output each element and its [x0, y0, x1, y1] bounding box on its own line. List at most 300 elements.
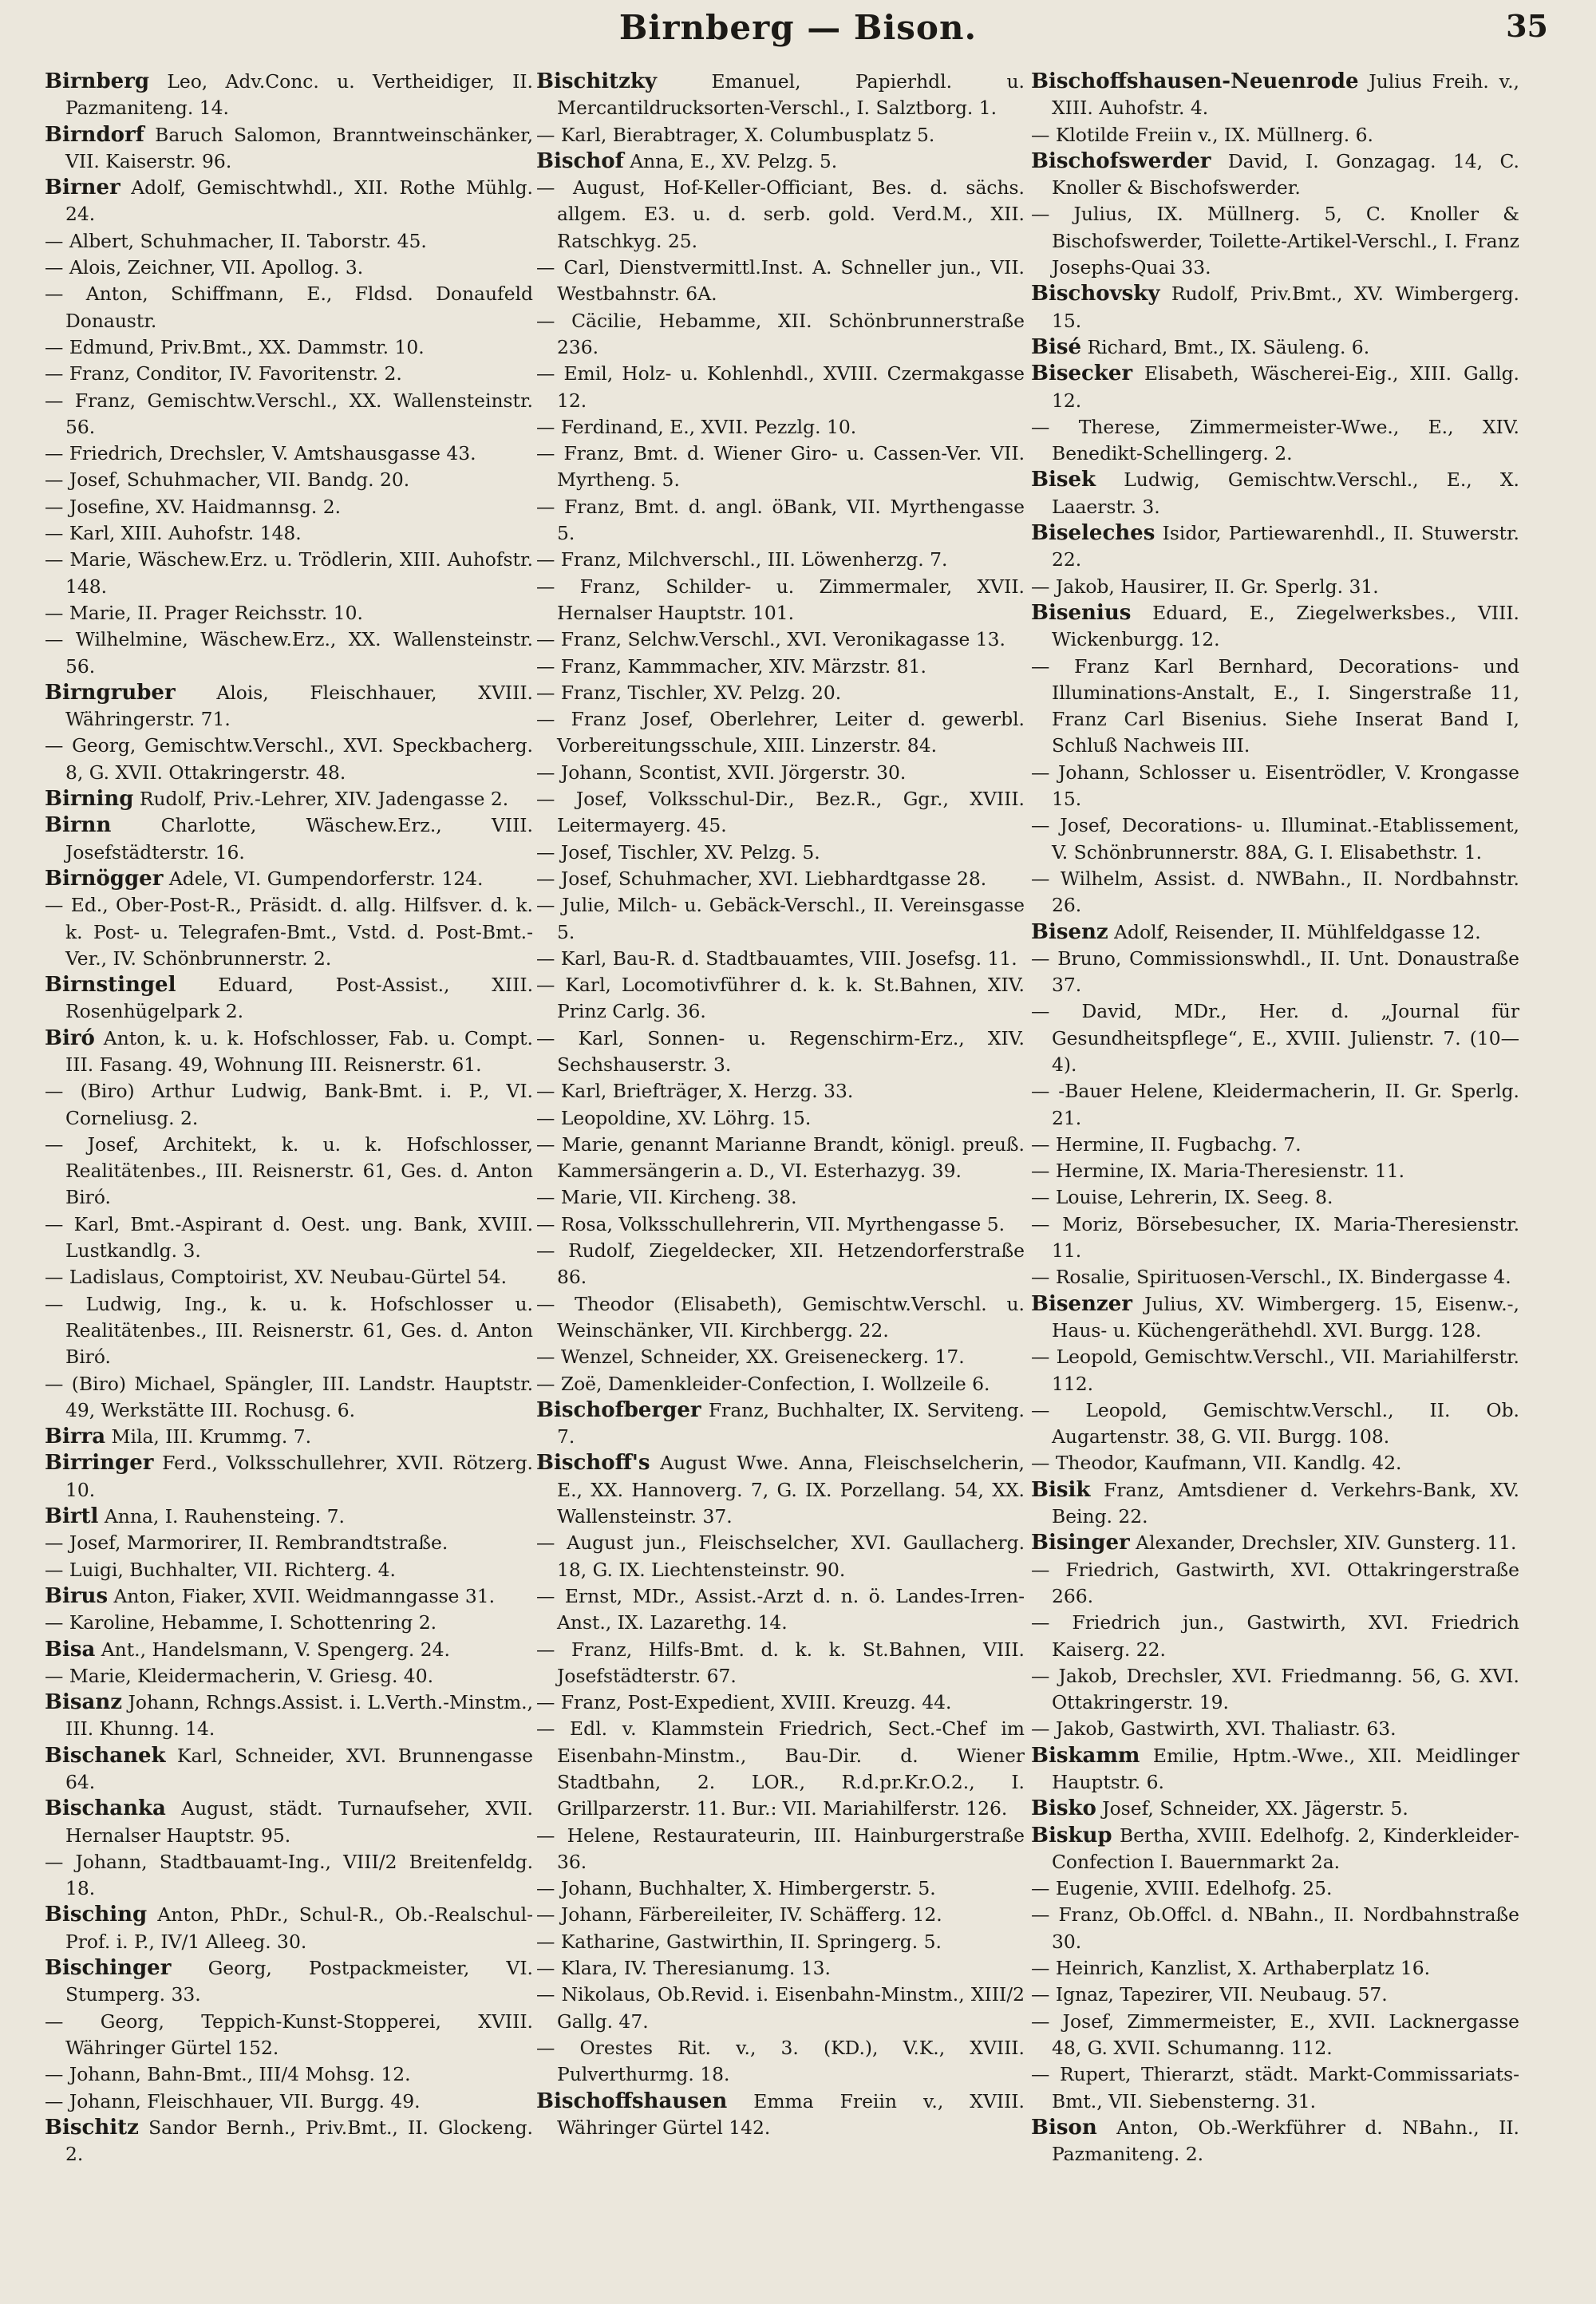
- entry-text: — Julius, IX. Müllnerg. 5, C. Knoller & Bischofswerder, Toilette-Artikel-Verschl., I. Franz Josephs-Quai 33.: [1031, 203, 1519, 279]
- entry-surname: Bischitzky: [536, 69, 657, 93]
- entry-text: Anton, k. u. k. Hofschlosser, Fab. u. Compt. III. Fasang. 49, Wohnung III. Reisnerstr. 61.: [65, 1026, 533, 1076]
- directory-entry: [45, 1557, 533, 1583]
- directory-entry: [1031, 520, 1519, 574]
- entry-text: — Rosalie, Spirituosen-Verschl., IX. Bindergasse 4.: [1031, 1266, 1511, 1289]
- entry-text: — Cäcilie, Hebamme, XII. Schönbrunnerstraße 236.: [536, 309, 1025, 358]
- column-middle: [536, 69, 1025, 2295]
- directory-entry: [1031, 998, 1519, 1078]
- directory-entry: [45, 786, 533, 812]
- entry-surname: Bisko: [1031, 1796, 1096, 1821]
- directory-entry: [1031, 1663, 1519, 1717]
- entry-text: Eduard, Post-Assist., XIII. Rosenhügelpark 2.: [65, 974, 533, 1023]
- directory-entry: [45, 733, 533, 786]
- directory-entry: [536, 414, 1025, 441]
- entry-text: — August, Hof-Keller-Officiant, Bes. d. sächs. allgem. E3. u. d. serb. gold. Verd.M., XII. Ratschkyg. 25.: [536, 176, 1025, 252]
- directory-entry: [45, 1610, 533, 1636]
- directory-entry: [1031, 2009, 1519, 2062]
- entry-text: — Karl, Bmt.-Aspirant d. Oest. ung. Bank, XVIII. Lustkandlg. 3.: [45, 1212, 533, 1263]
- directory-entry: [536, 626, 1025, 653]
- entry-text: — Friedrich, Drechsler, V. Amtshausgasse 43.: [45, 442, 476, 465]
- directory-entry: [1031, 1211, 1519, 1265]
- entry-text: — Ferdinand, E., XVII. Pezzlg. 10.: [536, 415, 857, 438]
- entry-surname: Birringer: [45, 1451, 154, 1476]
- page-number: 35: [1506, 8, 1548, 44]
- entry-text: — (Biro) Michael, Spängler, III. Landstr. Hauptstr. 49, Werkstätte III. Rochusg. 6.: [45, 1372, 533, 1421]
- entry-text: — Edmund, Priv.Bmt., XX. Dammstr. 10.: [45, 335, 425, 358]
- entry-text: — (Biro) Arthur Ludwig, Bank-Bmt. i. P., VI. Corneliusg. 2.: [45, 1080, 533, 1129]
- entry-text: — Franz, Bmt. d. angl. öBank, VII. Myrthengasse 5.: [536, 495, 1025, 545]
- directory-entry: [536, 1026, 1025, 1079]
- directory-entry: [1031, 1132, 1519, 1158]
- directory-entry: [536, 946, 1025, 972]
- directory-entry: [45, 281, 533, 334]
- directory-entry: [45, 1078, 533, 1132]
- directory-entry: [45, 1530, 533, 1556]
- entry-text: — Zoë, Damenkleider-Confection, I. Wollzeile 6.: [536, 1372, 990, 1395]
- entry-text: — Friedrich, Gastwirth, XVI. Ottakringerstraße 266.: [1031, 1558, 1519, 1607]
- column-right: [1031, 69, 1519, 2295]
- directory-entry: [536, 680, 1025, 706]
- entry-surname: Birus: [45, 1583, 109, 1608]
- entry-text: Emilie, Hptm.-Wwe., XII. Meidlinger Hauptstr. 6.: [1052, 1744, 1519, 1793]
- entry-surname: Bischanek: [45, 1743, 166, 1768]
- entry-text: Sandor Bernh., Priv.Bmt., II. Glockeng. 2.: [65, 2116, 533, 2166]
- entry-text: — Franz, Bmt. d. Wiener Giro- u. Cassen-Ver. VII. Myrtheng. 5.: [536, 442, 1025, 492]
- entry-text: — Anton, Schiffmann, E., Fldsd. Donaufeld Donaustr.: [45, 283, 533, 332]
- entry-surname: Birning: [45, 787, 134, 812]
- entry-text: — Wilhelm, Assist. d. NWBahn., II. Nordbahnstr. 26.: [1031, 867, 1519, 917]
- entry-text: — Marie, Wäschew.Erz. u. Trödlerin, XIII. Auhofstr. 148.: [45, 548, 533, 598]
- directory-entry: [45, 680, 533, 733]
- entry-surname: Bisecker: [1031, 362, 1133, 386]
- entry-text: — Ludwig, Ing., k. u. k. Hofschlosser u. Realitätenbes., III. Reisnerstr. 61, Ges. d. Anton Biró.: [45, 1292, 533, 1369]
- entry-text: — David, MDr., Her. d. „Journal für Gesundheitspflege“, E., XVIII. Julienstr. 7. (10—4).: [1031, 1000, 1519, 1076]
- entry-text: — Franz, Ob.Offcl. d. NBahn., II. Nordbahnstraße 30.: [1031, 1903, 1519, 1953]
- entry-text: — Johann, Buchhalter, X. Himbergerstr. 5.: [536, 1877, 936, 1900]
- directory-entry: [536, 574, 1025, 627]
- entry-text: — Theodor (Elisabeth), Gemischtw.Verschl. u. Weinschänker, VII. Kirchbergg. 22.: [536, 1292, 1025, 1342]
- directory-entry: [1031, 1955, 1519, 1982]
- directory-entry: [536, 441, 1025, 494]
- entry-text: — Franz, Kammmacher, XIV. Märzstr. 81.: [536, 654, 926, 678]
- directory-entry: [536, 1450, 1025, 1530]
- entry-text: — Louise, Lehrerin, IX. Seeg. 8.: [1031, 1186, 1333, 1209]
- entry-text: Isidor, Partiewarenhdl., II. Stuwerstr. 22.: [1052, 522, 1519, 571]
- directory-entry: [536, 1955, 1025, 1982]
- entry-surname: Bischovsky: [1031, 282, 1160, 306]
- directory-entry: [45, 892, 533, 972]
- page-header: [48, 0, 1548, 56]
- entry-surname: Bisé: [1031, 334, 1082, 359]
- entry-text: Leo, Adv.Conc. u. Vertheidiger, II. Pazmaniteng. 14.: [65, 70, 533, 120]
- directory-entry: [1031, 361, 1519, 414]
- entry-text: Ant., Handelsmann, V. Spengerg. 24.: [95, 1638, 450, 1661]
- entry-text: — Hermine, IX. Maria-Theresienstr. 11.: [1031, 1160, 1405, 1183]
- directory-entry: [45, 441, 533, 467]
- entry-text: Anton, Ob.-Werkführer d. NBahn., II. Pazmaniteng. 2.: [1052, 2116, 1519, 2166]
- entry-surname: Birngruber: [45, 680, 176, 705]
- page-title: Birnberg — Bison.: [618, 8, 978, 47]
- directory-entry: [1031, 600, 1519, 654]
- entry-text: Mila, III. Krummg. 7.: [105, 1425, 312, 1448]
- directory-entry: [536, 1875, 1025, 1902]
- directory-entry: [45, 1583, 533, 1610]
- directory-entry: [536, 1132, 1025, 1185]
- directory-entry: [1031, 1450, 1519, 1476]
- directory-entry: [1031, 1264, 1519, 1290]
- entry-surname: Bisik: [1031, 1477, 1091, 1502]
- entry-text: Elisabeth, Wäscherei-Eig., XIII. Gallg. 12.: [1052, 362, 1519, 412]
- directory-entry: [536, 1982, 1025, 2035]
- entry-text: — Johann, Stadtbauamt-Ing., VIII/2 Breitenfeldg. 18.: [45, 1850, 533, 1900]
- directory-entry: [1031, 334, 1519, 361]
- entry-text: Johann, Rchngs.Assist. i. L.Verth.-Minstm., III. Khunng. 14.: [65, 1691, 533, 1741]
- directory-entry: [45, 2089, 533, 2115]
- directory-entry: [45, 122, 533, 176]
- directory-entry: [45, 972, 533, 1026]
- directory-entry: [1031, 760, 1519, 813]
- entry-text: — Carl, Dienstvermittl.Inst. A. Schneller jun., VII. Westbahnstr. 6A.: [536, 256, 1025, 306]
- entry-surname: Bisinger: [1031, 1531, 1130, 1555]
- directory-entry: [1031, 1716, 1519, 1742]
- entry-surname: Birtl: [45, 1504, 99, 1529]
- entry-text: Charlotte, Wäschew.Erz., VIII. Josefstädterstr. 16.: [65, 814, 533, 864]
- entry-text: Georg, Postpackmeister, VI. Stumperg. 33.: [65, 1957, 533, 2006]
- entry-text: — Marie, Kleidermacherin, V. Griesg. 40.: [45, 1664, 434, 1687]
- entry-text: — Karl, Sonnen- u. Regenschirm-Erz., XIV. Sechshauserstr. 3.: [536, 1026, 1025, 1076]
- directory-entry: [1031, 148, 1519, 202]
- directory-entry: [1031, 1184, 1519, 1211]
- directory-entry: [536, 148, 1025, 175]
- entry-text: — Josef, Schuhmacher, VII. Bandg. 20.: [45, 468, 410, 492]
- directory-entry: [45, 1504, 533, 1530]
- directory-entry: [536, 972, 1025, 1026]
- entry-text: — Karl, XIII. Auhofstr. 148.: [45, 522, 302, 545]
- directory-entry: [1031, 1875, 1519, 1902]
- directory-entry: [1031, 414, 1519, 468]
- entry-text: Julius, XV. Wimbergerg. 15, Eisenw.-, Haus- u. Küchengeräthehdl. XVI. Burgg. 128.: [1052, 1292, 1519, 1342]
- entry-text: — Franz, Milchverschl., III. Löwenherzg. 7.: [536, 548, 948, 571]
- entry-text: — Leopold, Gemischtw.Verschl., II. Ob. Augartenstr. 38, G. VII. Burgg. 108.: [1031, 1398, 1519, 1448]
- entry-text: — Karl, Bierabtrager, X. Columbusplatz 5.: [536, 123, 935, 146]
- directory-entry: [1031, 919, 1519, 946]
- entry-text: — Jakob, Gastwirth, XVI. Thaliastr. 63.: [1031, 1717, 1396, 1741]
- entry-text: Rudolf, Priv.Bmt., XV. Wimbergerg. 15.: [1052, 283, 1519, 332]
- entry-text: — Marie, II. Prager Reichsstr. 10.: [45, 601, 363, 624]
- directory-entry: [536, 361, 1025, 414]
- entry-surname: Bisanz: [45, 1690, 123, 1715]
- entry-text: — Therese, Zimmermeister-Wwe., E., XIV. Benedikt-Schellingerg. 2.: [1031, 415, 1519, 465]
- entry-text: — Josef, Volksschul-Dir., Bez.R., Ggr., XVIII. Leitermayerg. 45.: [536, 788, 1025, 837]
- directory-entry: [1031, 1477, 1519, 1531]
- entry-surname: Biró: [45, 1026, 95, 1050]
- entry-text: — Bruno, Commissionswhdl., II. Unt. Donaustraße 37.: [1031, 946, 1519, 997]
- directory-entry: [45, 69, 533, 122]
- entry-text: Franz, Amtsdiener d. Verkehrs-Bank, XV. Being. 22.: [1052, 1478, 1519, 1528]
- directory-entry: [1031, 1344, 1519, 1397]
- entry-surname: Bischitz: [45, 2115, 139, 2140]
- directory-entry: [536, 547, 1025, 573]
- entry-surname: Bischof: [536, 148, 624, 173]
- directory-entry: [45, 361, 533, 387]
- entry-text: — Franz, Schilder- u. Zimmermaler, XVII. Hernalser Hauptstr. 101.: [536, 575, 1025, 624]
- entry-text: — Helene, Restaurateurin, III. Hainburgerstraße 36.: [536, 1824, 1025, 1873]
- directory-entry: [45, 1689, 533, 1743]
- directory-entry: [45, 228, 533, 255]
- directory-entry: [536, 1689, 1025, 1716]
- entry-text: — Franz, Hilfs-Bmt. d. k. k. St.Bahnen, VIII. Josefstädterstr. 67.: [536, 1638, 1025, 1687]
- entry-text: — Karl, Briefträger, X. Herzg. 33.: [536, 1080, 854, 1103]
- entry-text: — Josefine, XV. Haidmannsg. 2.: [45, 495, 342, 518]
- entry-text: — Karl, Locomotivführer d. k. k. St.Bahnen, XIV. Prinz Carlg. 36.: [536, 974, 1025, 1023]
- entry-text: — Julie, Milch- u. Gebäck-Verschl., II. Vereinsgasse 5.: [536, 894, 1025, 943]
- entry-text: Alexander, Drechsler, XIV. Gunsterg. 11.: [1129, 1531, 1517, 1555]
- entry-text: — Jakob, Drechsler, XVI. Friedmanng. 56, G. XVI. Ottakringerstr. 19.: [1031, 1664, 1519, 1714]
- directory-entry: [45, 866, 533, 892]
- directory-entry: [45, 175, 533, 228]
- entry-text: — Johann, Schlosser u. Eisentrödler, V. Krongasse 15.: [1031, 761, 1519, 811]
- directory-entry: [536, 892, 1025, 946]
- directory-entry: [45, 2115, 533, 2168]
- entry-text: Emma Freiin v., XVIII. Währinger Gürtel 142.: [557, 2089, 1025, 2139]
- entry-text: Anton, Fiaker, XVII. Weidmanngasse 31.: [108, 1584, 496, 1607]
- directory-entry: [1031, 122, 1519, 148]
- directory-entry: [536, 1397, 1025, 1451]
- entry-surname: Bison: [1031, 2115, 1097, 2140]
- entry-text: — Jakob, Hausirer, II. Gr. Sperlg. 31.: [1031, 575, 1379, 598]
- entry-text: August Wwe. Anna, Fleischselcherin, E., XX. Hannoverg. 7, G. IX. Porzellang. 54, XX. Wallensteinstr. 37.: [557, 1452, 1025, 1528]
- entry-text: — -Bauer Helene, Kleidermacherin, II. Gr. Sperlg. 21.: [1031, 1080, 1519, 1129]
- directory-entry: [536, 1637, 1025, 1690]
- entry-surname: Birndorf: [45, 122, 144, 147]
- directory-entry: [1031, 281, 1519, 334]
- directory-entry: [536, 1929, 1025, 1955]
- entry-text: — Albert, Schuhmacher, II. Taborstr. 45.: [45, 229, 427, 252]
- directory-entry: [1031, 1557, 1519, 1610]
- entry-text: — Heinrich, Kanzlist, X. Arthaberplatz 16.: [1031, 1957, 1431, 1980]
- directory-entry: [45, 1637, 533, 1663]
- directory-entry: [45, 467, 533, 493]
- entry-surname: Biseleches: [1031, 521, 1156, 546]
- directory-entry: [1031, 1078, 1519, 1132]
- entry-text: — Marie, VII. Kircheng. 38.: [536, 1186, 797, 1209]
- entry-text: Ferd., Volksschullehrer, XVII. Rötzerg. 10.: [65, 1452, 533, 1501]
- entry-text: David, I. Gonzagag. 14, C. Knoller & Bischofswerder.: [1052, 149, 1519, 200]
- directory-entry: [536, 2089, 1025, 2142]
- entry-surname: Bisek: [1031, 468, 1096, 492]
- directory-entry: [1031, 1743, 1519, 1796]
- directory-entry: [45, 1796, 533, 1849]
- entry-text: — Klotilde Freiin v., IX. Müllnerg. 6.: [1031, 123, 1373, 146]
- directory-entry: [45, 494, 533, 520]
- directory-entry: [536, 1530, 1025, 1583]
- entry-text: — Franz Karl Bernhard, Decorations- und Illuminations-Anstalt, E., I. Singerstraße 11, Franz Carl Bisenius. Siehe Inserat Band I, Schluß Nachweis III.: [1031, 654, 1519, 757]
- entry-text: Bertha, XVIII. Edelhofg. 2, Kinderkleider-Confection I. Bauernmarkt 2a.: [1052, 1824, 1519, 1873]
- directory-entry: [536, 706, 1025, 760]
- entry-surname: Birner: [45, 176, 120, 200]
- entry-text: — Josef, Tischler, XV. Pelzg. 5.: [536, 840, 820, 864]
- entry-surname: Bischoffshausen: [536, 2089, 728, 2113]
- directory-entry: [536, 1371, 1025, 1397]
- directory-entry: [45, 1264, 533, 1290]
- directory-entry: [45, 1849, 533, 1903]
- column-left: [45, 69, 533, 2295]
- entry-surname: Bisenius: [1031, 600, 1132, 625]
- directory-entry: [536, 1238, 1025, 1291]
- entry-text: — Emil, Holz- u. Kohlenhdl., XVIII. Czermakgasse 12.: [536, 362, 1025, 412]
- entry-text: — Josef, Architekt, k. u. k. Hofschlosser, Realitätenbes., III. Reisnerstr. 61, Ges. d. Anton Biró.: [45, 1132, 533, 1209]
- directory-entry: [45, 388, 533, 441]
- directory-entry: [1031, 1530, 1519, 1556]
- entry-text: — Karl, Bau-R. d. Stadtbauamtes, VIII. Josefsg. 11.: [536, 946, 1017, 970]
- directory-entry: [536, 69, 1025, 122]
- entry-text: — Johann, Färbereileiter, IV. Schäfferg. 12.: [536, 1903, 942, 1927]
- entry-text: — Johann, Scontist, XVII. Jörgerstr. 30.: [536, 761, 907, 784]
- directory-entry: [45, 520, 533, 547]
- entry-text: Adele, VI. Gumpendorferstr. 124.: [163, 867, 484, 890]
- directory-entry: [1031, 1397, 1519, 1451]
- entry-surname: Bischanka: [45, 1796, 166, 1821]
- directory-entry: [1031, 1982, 1519, 2008]
- entry-text: — August jun., Fleischselcher, XVI. Gaullacherg. 18, G. IX. Liechtensteinstr. 90.: [536, 1531, 1025, 1581]
- entry-surname: Biskamm: [1031, 1743, 1140, 1768]
- entry-text: August, städt. Turnaufseher, XVII. Hernalser Hauptstr. 95.: [65, 1797, 533, 1847]
- entry-surname: Bischofswerder: [1031, 148, 1211, 173]
- directory-entry: [1031, 812, 1519, 866]
- entry-text: Emanuel, Papierhdl. u. Mercantildrucksorten-Verschl., I. Salztborg. 1.: [557, 70, 1025, 120]
- directory-entry: [536, 1078, 1025, 1105]
- entry-text: — Leopoldine, XV. Löhrg. 15.: [536, 1106, 812, 1129]
- entry-text: — Marie, genannt Marianne Brandt, königl. preuß. Kammersängerin a. D., VI. Esterhazyg. 39.: [536, 1132, 1025, 1183]
- entry-text: — Ignaz, Tapezirer, VII. Neubaug. 57.: [1031, 1983, 1388, 2006]
- directory-entry: [536, 840, 1025, 866]
- directory-entry: [45, 1955, 533, 2009]
- directory-entry: [45, 1291, 533, 1371]
- entry-text: — Josef, Schuhmacher, XVI. Liebhardtgasse 28.: [536, 867, 987, 890]
- directory-entry: [45, 1743, 533, 1796]
- directory-entry: [536, 2035, 1025, 2089]
- directory-entry: [1031, 201, 1519, 281]
- entry-surname: Birnögger: [45, 866, 164, 891]
- entry-text: — Franz, Post-Expedient, XVIII. Kreuzg. 44.: [536, 1691, 952, 1714]
- directory-entry: [536, 1291, 1025, 1345]
- directory-entry: [45, 334, 533, 361]
- entry-text: — Franz, Tischler, XV. Pelzg. 20.: [536, 681, 842, 704]
- directory-entry: [1031, 2061, 1519, 2115]
- directory-entry: [536, 1716, 1025, 1822]
- directory-entry: [1031, 467, 1519, 520]
- entry-surname: Bischofberger: [536, 1397, 701, 1422]
- directory-entry: [45, 812, 533, 866]
- entry-text: Anna, I. Rauhensteing. 7.: [98, 1505, 345, 1528]
- directory-entry: [536, 1184, 1025, 1211]
- directory-entry: [536, 1583, 1025, 1637]
- directory-entry: [45, 1450, 533, 1504]
- directory-entry: [536, 760, 1025, 786]
- entry-text: — Rosa, Volksschullehrerin, VII. Myrthengasse 5.: [536, 1212, 1005, 1235]
- directory-entry: [536, 654, 1025, 680]
- directory-entry: [45, 1371, 533, 1425]
- directory-entry: [45, 1211, 533, 1265]
- directory-entry: [45, 547, 533, 600]
- directory-entry: [1031, 654, 1519, 760]
- directory-entry: [1031, 1610, 1519, 1663]
- directory-entry: [1031, 946, 1519, 999]
- entry-surname: Bischoffshausen-Neuenrode: [1031, 69, 1359, 93]
- directory-entry: [45, 1026, 533, 1079]
- entry-text: — Alois, Zeichner, VII. Apollog. 3.: [45, 256, 364, 279]
- entry-text: — Josef, Marmorirer, II. Rembrandtstraße.: [45, 1531, 448, 1555]
- entry-text: — Josef, Zimmermeister, E., XVII. Lacknergasse 48, G. XVII. Schumanng. 112.: [1031, 2010, 1519, 2059]
- directory-entry: [45, 255, 533, 281]
- directory-entry: [536, 308, 1025, 362]
- directory-entry: [536, 1823, 1025, 1876]
- entry-text: — Georg, Teppich-Kunst-Stopperei, XVIII. Währinger Gürtel 152.: [45, 2010, 533, 2059]
- entry-text: — Ed., Ober-Post-R., Präsidt. d. allg. Hilfsver. d. k. k. Post- u. Telegrafen-Bmt., Vstd. d. Post-Bmt.-Ver., IV. Schönbrunnerstr. 2.: [45, 894, 533, 970]
- entry-text: Josef, Schneider, XX. Jägerstr. 5.: [1096, 1797, 1408, 1820]
- directory-entry: [1031, 574, 1519, 600]
- entry-surname: Birra: [45, 1425, 106, 1449]
- directory-entry: [536, 866, 1025, 892]
- entry-text: — Wilhelmine, Wäschew.Erz., XX. Wallensteinstr. 56.: [45, 628, 533, 678]
- entry-text: — Hermine, II. Fugbachg. 7.: [1031, 1132, 1302, 1156]
- directory-entry: [1031, 1796, 1519, 1822]
- entry-text: — Josef, Decorations- u. Illuminat.-Etablissement, V. Schönbrunnerstr. 88A, G. I. Elisabethstr. 1.: [1031, 814, 1519, 864]
- directory-entry: [45, 2061, 533, 2088]
- entry-text: — Franz Josef, Oberlehrer, Leiter d. gewerbl. Vorbereitungsschule, XIII. Linzerstr. 84.: [536, 708, 1025, 757]
- entry-text: — Franz, Gemischtw.Verschl., XX. Wallensteinstr. 56.: [45, 389, 533, 438]
- entry-text: — Ladislaus, Comptoirist, XV. Neubau-Gürtel 54.: [45, 1266, 508, 1289]
- entry-surname: Bisching: [45, 1903, 148, 1927]
- entry-text: — Eugenie, XVIII. Edelhofg. 25.: [1031, 1877, 1333, 1900]
- directory-entry: [1031, 1823, 1519, 1876]
- entry-text: — Nikolaus, Ob.Revid. i. Eisenbahn-Minstm., XIII/2 Gallg. 47.: [536, 1983, 1025, 2033]
- directory-entry: [536, 122, 1025, 148]
- entry-surname: Bisa: [45, 1637, 96, 1662]
- entry-text: — Franz, Selchw.Verschl., XVI. Veronikagasse 13.: [536, 628, 1005, 651]
- entry-text: — Theodor, Kaufmann, VII. Kandlg. 42.: [1031, 1452, 1402, 1475]
- directory-entry: [1031, 2115, 1519, 2168]
- entry-text: — Ernst, MDr., Assist.-Arzt d. n. ö. Landes-Irren-Anst., IX. Lazarethg. 14.: [536, 1584, 1025, 1634]
- directory-entry: [45, 626, 533, 680]
- entry-surname: Birnberg: [45, 69, 150, 93]
- directory-entry: [45, 1902, 533, 1955]
- directory-entry: [536, 175, 1025, 255]
- entry-text: — Edl. v. Klammstein Friedrich, Sect.-Chef im Eisenbahn-Minstm., Bau-Dir. d. Wiener Stadtbahn, 2. LOR., R.d.pr.Kr.O.2., I. Grillparzerstr. 11. Bur.: VII. Mariahilferstr. 126.: [536, 1717, 1025, 1820]
- directory-entry: [45, 1663, 533, 1689]
- entry-text: — Wenzel, Schneider, XX. Greiseneckerg. 17.: [536, 1346, 965, 1369]
- directory-entry: [45, 600, 533, 626]
- entry-text: — Franz, Conditor, IV. Favoritenstr. 2.: [45, 362, 402, 385]
- entry-surname: Bisenz: [1031, 919, 1108, 944]
- entry-text: — Moriz, Börsebesucher, IX. Maria-Theresienstr. 11.: [1031, 1212, 1519, 1263]
- directory-entry: [45, 2009, 533, 2062]
- directory-entry: [1031, 866, 1519, 919]
- directory-entry: [45, 1424, 533, 1450]
- entry-text: — Johann, Bahn-Bmt., III/4 Mohsg. 12.: [45, 2063, 411, 2086]
- entry-text: — Rupert, Thierarzt, städt. Markt-Commissariats-Bmt., VII. Siebensterng. 31.: [1031, 2063, 1519, 2112]
- entry-text: Richard, Bmt., IX. Säuleng. 6.: [1081, 335, 1370, 358]
- directory-entry: [536, 1344, 1025, 1370]
- entry-text: Karl, Schneider, XVI. Brunnengasse 64.: [65, 1744, 533, 1793]
- entry-text: — Luigi, Buchhalter, VII. Richterg. 4.: [45, 1558, 396, 1581]
- entry-text: — Karoline, Hebamme, I. Schottenring 2.: [45, 1611, 437, 1634]
- entry-text: — Rudolf, Ziegeldecker, XII. Hetzendorferstraße 86.: [536, 1239, 1025, 1289]
- entry-text: — Georg, Gemischtw.Verschl., XVI. Speckbacherg. 8, G. XVII. Ottakringerstr. 48.: [45, 734, 533, 784]
- entry-surname: Bischinger: [45, 1956, 172, 1981]
- directory-entry: [536, 1105, 1025, 1132]
- entry-text: Anna, E., XV. Pelzg. 5.: [623, 149, 838, 172]
